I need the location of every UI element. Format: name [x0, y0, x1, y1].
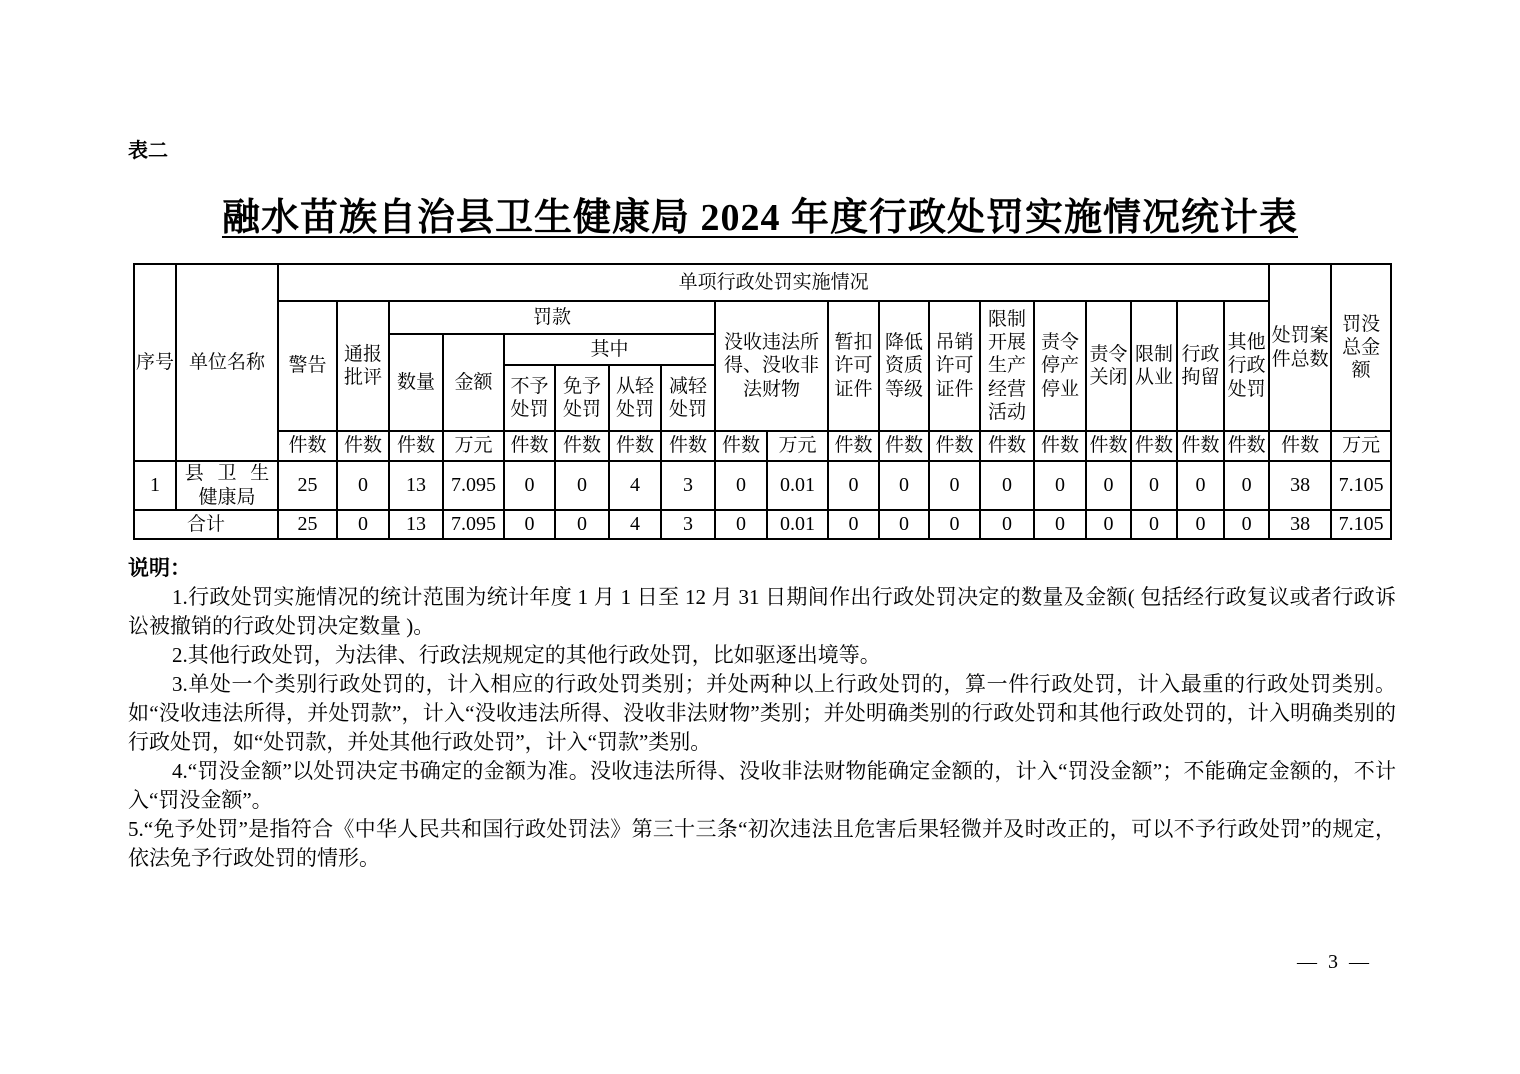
total-cell: 3 [661, 510, 715, 539]
col-header-penalty-restrict-employment: 限制从业 [1131, 301, 1177, 431]
col-header-penalty-revoke-license: 吊销许可证件 [929, 301, 980, 431]
total-cell: 7.095 [443, 510, 504, 539]
unit-cell: 万元 [1331, 431, 1391, 461]
data-cell: 0 [1224, 461, 1269, 510]
doc-title-text: 融水苗族自治县卫生健康局 2024 年度行政处罚实施情况统计表 [221, 197, 1298, 239]
note-item-1: 1.行政处罚实施情况的统计范围为统计年度 1 月 1 日至 12 月 31 日期间作出行政处罚决定的数量及金额( 包括经行政复议或者行政诉讼被撤销的行政处罚决定数量 )。 [128, 585, 1396, 638]
col-header-serial: 序号 [134, 264, 176, 461]
note-item-4: 4.“罚没金额”以处罚决定书确定的金额为准。没收违法所得、没收非法财物能确定金额的，计入“罚没金额”；不能确定金额的，不计入“罚没金额”。 [128, 759, 1396, 812]
doc-label: 表二 [128, 140, 168, 162]
col-header-penalty-order-close: 责令关闭 [1086, 301, 1131, 431]
data-cell: 3 [661, 461, 715, 510]
unit-name-line2: 健康局 [198, 486, 256, 508]
unit-cell: 万元 [767, 431, 828, 461]
unit-cell: 万元 [443, 431, 504, 461]
total-cell: 0 [555, 510, 609, 539]
col-header-penalty-other: 其他行政处罚 [1224, 301, 1269, 431]
col-header-criticism: 通报批评 [337, 301, 389, 431]
col-group-fine: 罚款 [389, 301, 715, 334]
total-row [134, 510, 1391, 539]
unit-row [134, 431, 1391, 461]
col-header-total-cases: 处罚案件总数 [1269, 264, 1331, 431]
col-header-fine-qty: 数量 [389, 334, 443, 431]
total-cell: 0 [1131, 510, 1177, 539]
cell-unit-name [176, 461, 278, 510]
unit-cell: 件数 [661, 431, 715, 461]
unit-cell: 件数 [504, 431, 555, 461]
data-cell: 0 [715, 461, 767, 510]
total-cell: 0.01 [767, 510, 828, 539]
col-header-penalty-downgrade: 降低资质等级 [879, 301, 929, 431]
col-group-among: 其中 [504, 334, 715, 365]
total-cell: 0 [1034, 510, 1086, 539]
data-row [134, 461, 1391, 510]
unit-cell: 件数 [278, 431, 337, 461]
data-cell: 0 [879, 461, 929, 510]
unit-cell: 件数 [715, 431, 767, 461]
unit-cell: 件数 [1131, 431, 1177, 461]
data-cell: 0 [828, 461, 879, 510]
col-header-confiscation: 没收违法所得、没收非法财物 [715, 301, 828, 431]
total-cell: 0 [1224, 510, 1269, 539]
data-cell: 25 [278, 461, 337, 510]
total-cell: 7.105 [1331, 510, 1391, 539]
data-cell: 7.105 [1331, 461, 1391, 510]
doc-title [0, 186, 1520, 241]
unit-cell: 件数 [609, 431, 661, 461]
total-label: 合计 [134, 510, 278, 539]
data-cell: 0 [980, 461, 1034, 510]
col-header-exempt-penalty: 免予处罚 [555, 365, 609, 431]
data-cell: 0.01 [767, 461, 828, 510]
col-header-penalty-restrict-operation: 限制开展生产经营活动 [980, 301, 1034, 431]
data-cell: 0 [929, 461, 980, 510]
total-cell: 0 [980, 510, 1034, 539]
unit-cell: 件数 [929, 431, 980, 461]
total-cell: 4 [609, 510, 661, 539]
total-cell: 38 [1269, 510, 1331, 539]
col-header-mitigated-penalty: 减轻处罚 [661, 365, 715, 431]
total-cell: 0 [828, 510, 879, 539]
data-cell: 0 [1131, 461, 1177, 510]
notes-section [128, 554, 1396, 873]
total-cell: 25 [278, 510, 337, 539]
unit-cell: 件数 [879, 431, 929, 461]
total-cell: 0 [1086, 510, 1131, 539]
col-header-unit-name: 单位名称 [176, 264, 278, 461]
penalty-stats-table [133, 263, 1392, 540]
total-cell: 0 [337, 510, 389, 539]
data-cell: 0 [1086, 461, 1131, 510]
data-cell: 0 [504, 461, 555, 510]
data-cell: 0 [337, 461, 389, 510]
col-header-warning: 警告 [278, 301, 337, 431]
col-header-lighter-penalty: 从轻处罚 [609, 365, 661, 431]
col-header-penalty-detention: 行政拘留 [1177, 301, 1224, 431]
cell-serial: 1 [134, 461, 176, 510]
data-cell: 0 [1177, 461, 1224, 510]
page-number: — 3 — [1297, 951, 1372, 973]
unit-cell: 件数 [337, 431, 389, 461]
data-cell: 7.095 [443, 461, 504, 510]
data-cell: 4 [609, 461, 661, 510]
data-cell: 0 [555, 461, 609, 510]
col-header-no-penalty: 不予处罚 [504, 365, 555, 431]
table-row [134, 264, 1391, 301]
note-item-2: 2.其他行政处罚，为法律、行政法规规定的其他行政处罚，比如驱逐出境等。 [172, 643, 881, 667]
unit-cell: 件数 [1086, 431, 1131, 461]
unit-name-line1: 县 卫 生 [184, 463, 270, 485]
unit-cell: 件数 [980, 431, 1034, 461]
unit-cell: 件数 [828, 431, 879, 461]
data-cell: 0 [1034, 461, 1086, 510]
total-cell: 0 [879, 510, 929, 539]
table-row [134, 301, 1391, 334]
col-group-single-penalty: 单项行政处罚实施情况 [278, 264, 1269, 301]
data-cell: 38 [1269, 461, 1331, 510]
total-cell: 0 [929, 510, 980, 539]
unit-cell: 件数 [1034, 431, 1086, 461]
unit-cell: 件数 [555, 431, 609, 461]
total-cell: 0 [715, 510, 767, 539]
col-header-penalty-suspend-license: 暂扣许可证件 [828, 301, 879, 431]
unit-cell: 件数 [1224, 431, 1269, 461]
col-header-total-amount: 罚没总金额 [1331, 264, 1391, 431]
note-item-3: 3.单处一个类别行政处罚的，计入相应的行政处罚类别；并处两种以上行政处罚的，算一件行政处罚，计入最重的行政处罚类别。如“没收违法所得，并处罚款”，计入“没收违法所得、没收非法财物”类别；并处明确类别的行政处罚和其他行政处罚的，计入明确类别的行政处罚，如“处罚款，并处其他行政处罚”，计入“罚款”类别。 [128, 672, 1396, 754]
notes-heading: 说明： [128, 557, 191, 580]
unit-cell: 件数 [389, 431, 443, 461]
total-cell: 13 [389, 510, 443, 539]
note-item-5: 5.“免予处罚”是指符合《中华人民共和国行政处罚法》第三十三条“初次违法且危害后果轻微并及时改正的，可以不予行政处罚”的规定，依法免予行政处罚的情形。 [128, 817, 1396, 870]
col-header-penalty-halt-production: 责令停产停业 [1034, 301, 1086, 431]
total-cell: 0 [1177, 510, 1224, 539]
total-cell: 0 [504, 510, 555, 539]
col-header-fine-amt: 金额 [443, 334, 504, 431]
unit-cell: 件数 [1177, 431, 1224, 461]
data-cell: 13 [389, 461, 443, 510]
unit-cell: 件数 [1269, 431, 1331, 461]
